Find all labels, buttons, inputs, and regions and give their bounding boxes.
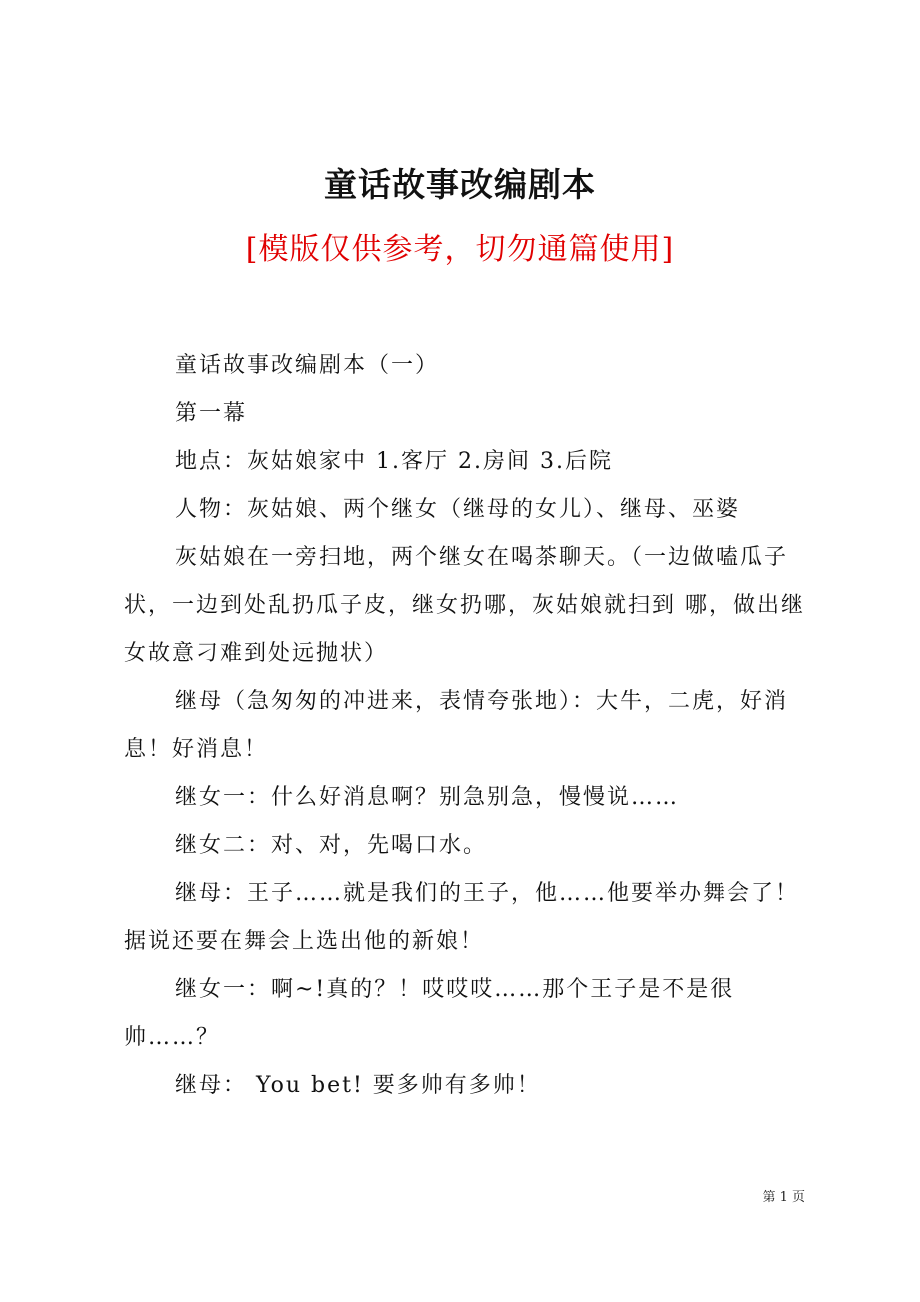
paragraph-dialogue: 继女二：对、对，先喝口水。 [175,833,488,858]
document-title: 童话故事改编剧本 [324,165,596,204]
paragraph-dialogue: 继母：王子……就是我们的王子，他……他要举办舞会了！据说还要在舞会上选出他的新娘！ [124,881,800,954]
paragraph-dialogue: 继母： You bet! 要多帅有多帅！ [175,1073,541,1098]
document-body [124,342,814,1110]
paragraph-dialogue: 继母（急匆匆的冲进来，表情夸张地）：大牛，二虎，好消息！好消息！ [124,689,789,762]
document-subtitle: [模版仅供参考，切勿通篇使用] [245,232,675,267]
paragraph-characters: 人物：灰姑娘、两个继女（继母的女儿）、继母、巫婆 [175,497,741,522]
paragraph-dialogue: 继女一：啊~!真的？！哎哎哎……那个王子是不是很帅……？ [124,977,735,1050]
page-number: 第 1 页 [762,1190,805,1205]
paragraph-location: 地点：灰姑娘家中 1.客厅 2.房间 3.后院 [175,449,613,474]
paragraph-act: 第一幕 [175,401,248,426]
paragraph-stage-direction: 灰姑娘在一旁扫地，两个继女在喝茶聊天。（一边做嗑瓜子状，一边到处乱扔瓜子皮，继女扔哪，灰姑娘就扫到 哪，做出继女故意刁难到处远抛状） [124,545,805,666]
paragraph-dialogue: 继女一：什么好消息啊？别急别急，慢慢说…… [175,785,680,810]
paragraph-heading: 童话故事改编剧本（一） [175,353,440,378]
